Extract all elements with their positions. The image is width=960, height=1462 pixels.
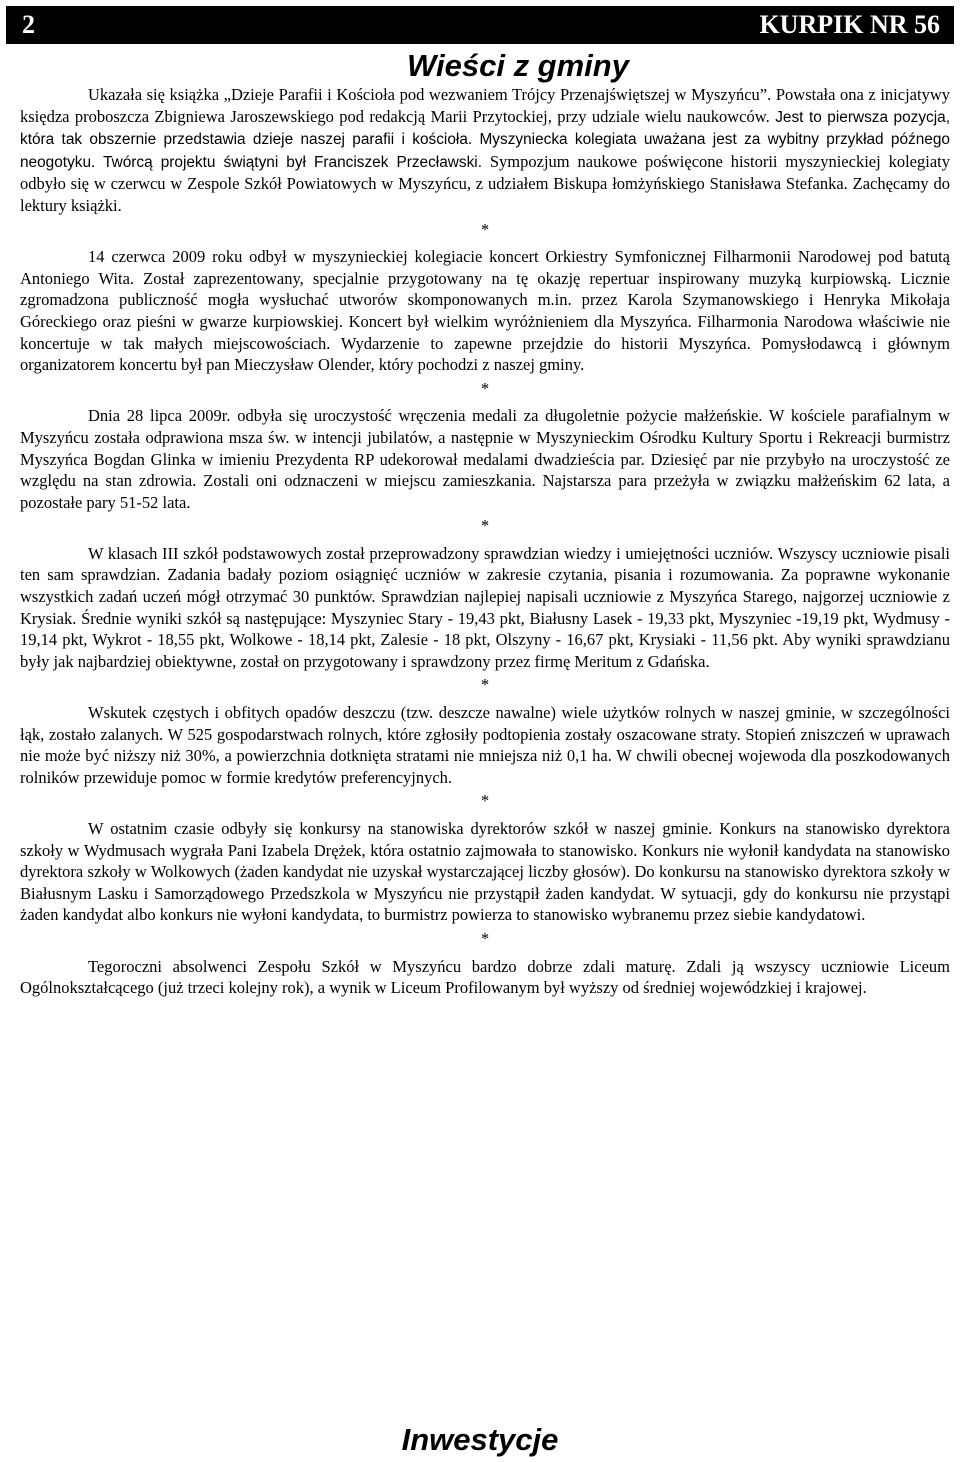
article-book bbox=[20, 84, 950, 217]
separator-asterisk: * bbox=[480, 378, 490, 398]
separator-asterisk: * bbox=[480, 219, 490, 239]
article-directors: W ostatnim czasie odbyły się konkursy na stanowiska dyrektorów szkół w naszej gminie. Konkurs na stanowisko dyrektora szkoły w Wydmusach wygrała Pani Izabela Drężek, która ostatnio zajmowała to stanowisko. Konkurs nie wyłonił kandydata na stanowisko dyrektora szkoły w Wolkowych (żaden kandydat nie uzyskał wystarczającej liczby głosów). Do konkursu na stanowisko dyrektora szkoły w Białusnym Lasku i Samorządowego Przedszkola w Myszyńcu nie przystąpił żaden kandydat. W sytuacji, gdy do konkursu nie przystąpi żaden kandydat albo konkurs nie wyłoni kandydata, to burmistrz powierza to stanowisko wybranemu przez siebie kandydatowi. bbox=[20, 819, 950, 925]
page-number: 2 bbox=[22, 10, 35, 39]
article-matura: Tegoroczni absolwenci Zespołu Szkół w Myszyńcu bardzo dobrze zdali maturę. Zdali ją wszyscy uczniowie Liceum Ogólnokształcącego (już trzeci kolejny rok), a wynik w Liceum Profilowanym był wyższy od średniej wojewódzkiej i krajowej. bbox=[20, 956, 950, 998]
article-book-part1: Ukazała się książka „Dzieje Parafii i Kościoła pod wezwaniem Trójcy Przenajświętszej w Myszyńcu”. Powstała ona z inicjatywy księdza proboszcza Zbigniewa Jaroszewskiego pod redakcją Marii Przytockiej, przy udziale wielu naukowców. bbox=[20, 85, 950, 126]
article-exam-results: W klasach III szkół podstawowych został przeprowadzony sprawdzian wiedzy i umiejętności uczniów. Wszyscy uczniowie pisali ten sam sprawdzian. Zadania badały poziom osiągnięć uczniów w zakresie czytania, pisania i rozumowania. Za poprawne wykonanie wszystkich zadań uczeń mógł otrzymać 30 punktów. Sprawdzian najlepiej napisali uczniowie z Myszyńca Starego, najgorzej uczniowie z Krysiak. Średnie wyniki szkół są następujące: Myszyniec Stary - 19,43 pkt, Białusny Lasek - 19,33 pkt, Myszyniec -19,19 pkt, Wydmusy - 19,14 pkt, Wykrot - 18,55 pkt, Wolkowe - 18,14 pkt, Zalesie - 18 pkt, Olszyny - 16,67 pkt, Krysiaki - 11,56 pkt. Aby wyniki sprawdzianu były jak najbardziej obiektywne, został on przygotowany i sprawdzony przez firmę Meritum z Gdańska. bbox=[20, 543, 950, 671]
article-anniversary: Dnia 28 lipca 2009r. odbyła się uroczystość wręczenia medali za długoletnie pożycie małżeńskie. W kościele parafialnym w Myszyńcu została odprawiona msza św. w intencji jubilatów, a następnie w Myszynieckim Ośrodku Kultury Sportu i Rekreacji burmistrz Myszyńca Bogdan Glinka w imieniu Prezydenta RP udekorował medalami dwadzieścia par. Dziesięć par nie przybyło na uroczystość ze względu na stan zdrowia. Zostali oni odznaczeni w miejscu zamieszkania. Najstarsza para przeżyła w związku małżeńskim 62 lata, a pozostałe pary 51-52 lata. bbox=[20, 406, 950, 512]
article-flooding: Wskutek częstych i obfitych opadów deszczu (tzw. deszcze nawalne) wiele użytków rolnych w naszej gminie, w szczególności łąk, zostało zalanych. W 525 gospodarstwach rolnych, które zgłosiły podtopienia zostały oszacowane straty. Stopień zniszczeń w uprawach nie może być niższy niż 30%, a powierzchnia dotknięta stratami nie mniejsza niż 0,1 ha. W chwili obecnej wojewoda dla poszkodowanych rolników przewiduje pomoc w formie kredytów preferencyjnych. bbox=[20, 703, 950, 787]
article-column bbox=[20, 84, 950, 999]
article-book-part2: Jest to pierwsza pozycja, która tak obszernie przedstawia dzieje naszej parafii i kościoła. Myszyniecka kolegiata uważana jest za wybitny przykład późnego neogotyku. Twórcą projektu świątyni był Franciszek Przecławski. bbox=[20, 108, 950, 171]
next-section-title: Inwestycje bbox=[401, 1422, 559, 1457]
article-concert: 14 czerwca 2009 roku odbył w myszynieckiej kolegiacie koncert Orkiestry Symfonicznej Filharmonii Narodowej pod batutą Antoniego Wita. Został zaprezentowany, specjalnie przygotowany na tę okazję repertuar inspirowany muzyką kurpiowską. Licznie zgromadzona publiczność mogła wysłuchać utworów skomponowanych m.in. przez Karola Szymanowskiego i Henryka Mikołaja Góreckiego oraz pieśni w gwarze kurpiowskiej. Koncert był wielkim wyróżnieniem dla Myszyńca. Filharmonia Narodowa właściwie nie koncertuje w tak małych miejscowościach. Wydarzenie to zapewne przejdzie do historii Myszyńca. Pomysłodawcą i głównym organizatorem koncertu był pan Mieczysław Olender, który pochodzi z naszej gminy. bbox=[20, 247, 950, 375]
separator-asterisk: * bbox=[480, 516, 490, 536]
issue-label: KURPIK NR 56 bbox=[759, 10, 940, 39]
section-title: Wieści z gminy bbox=[407, 48, 629, 83]
article-book-part3: Sympozjum naukowe poświęcone historii myszynieckiej kolegiaty odbyło się w czerwcu w Zespole Szkół Powiatowych w Myszyńcu, z udziałem Biskupa łomżyńskiego Stanisława Stefanka. Zachęcamy do lektury książki. bbox=[20, 151, 950, 215]
separator-asterisk: * bbox=[480, 675, 490, 695]
page-header-bar bbox=[6, 6, 954, 44]
separator-asterisk: * bbox=[480, 928, 490, 948]
separator-asterisk: * bbox=[480, 791, 490, 811]
